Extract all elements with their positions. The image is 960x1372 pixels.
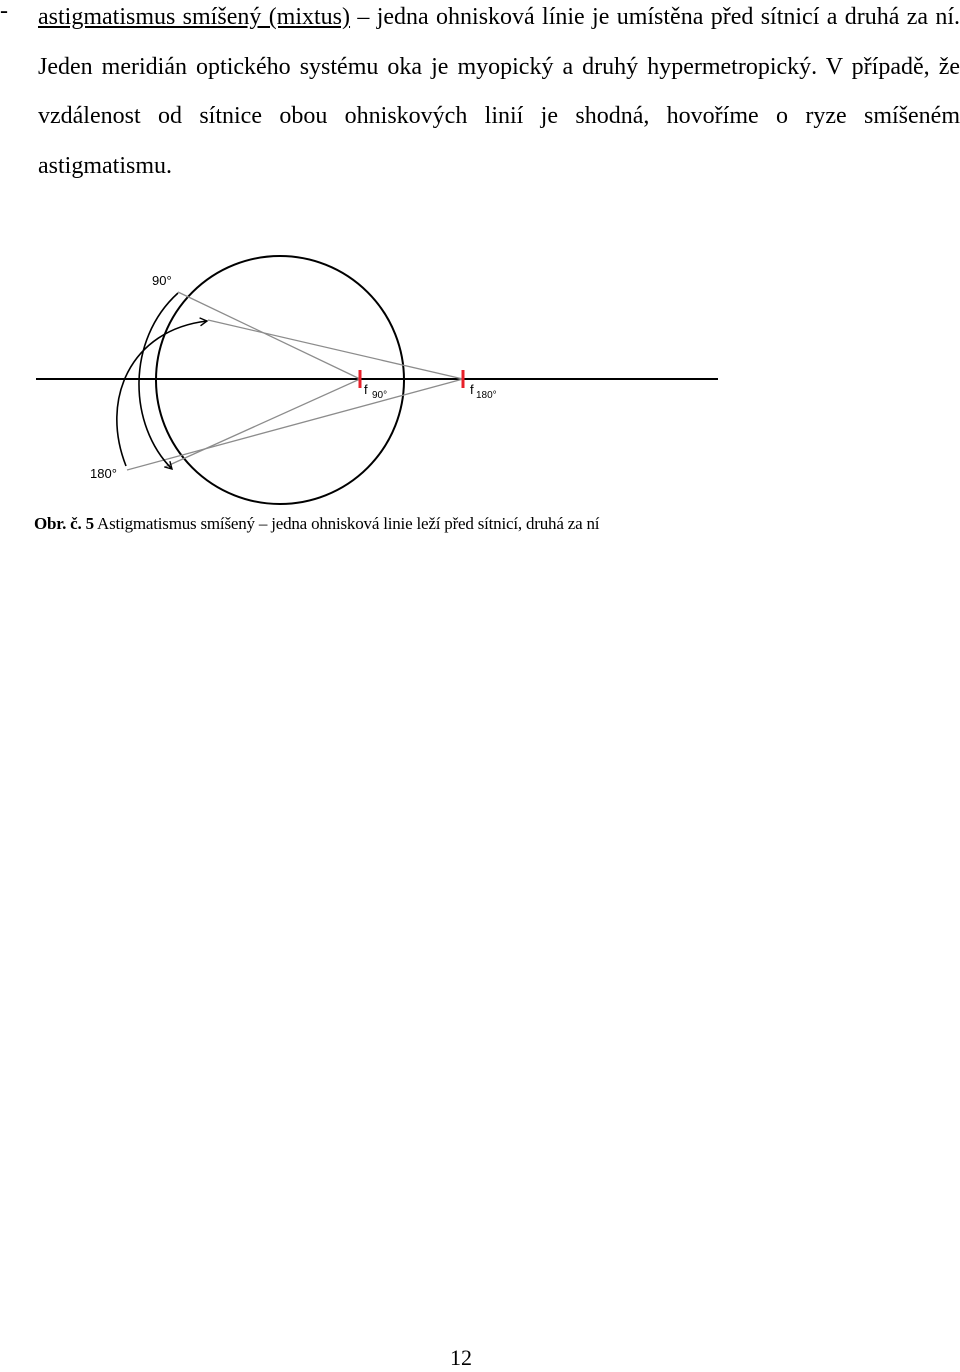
f90-label: f bbox=[364, 382, 368, 397]
paragraph-body: – jedna ohnisková línie je umístěna před sítnicí a druhá za ní. Jeden meridián optického systému oka je myopický a druhý hypermetropický. V případě, že vzdálenost od sítnice obou ohniskových linií je shodná, hovoříme o ryze smíšeném astigmatismu. bbox=[38, 4, 960, 179]
astigmatism-figure bbox=[0, 240, 760, 520]
f180-label: f bbox=[470, 382, 474, 397]
ray-lines bbox=[127, 292, 463, 470]
caption-label: Obr. č. 5 bbox=[34, 514, 94, 533]
page-number: 12 bbox=[450, 1345, 472, 1370]
paragraph-text bbox=[38, 0, 960, 191]
f180-subscript: 180° bbox=[476, 390, 497, 401]
ray-90-lower bbox=[165, 379, 360, 467]
term-underlined: astigmatismus smíšený (mixtus) bbox=[38, 4, 351, 30]
list-bullet: - bbox=[0, 0, 8, 24]
f90-subscript: 90° bbox=[372, 390, 388, 401]
ray-180-upper bbox=[208, 320, 463, 379]
ray-90-upper bbox=[178, 292, 360, 379]
astigmatism-diagram bbox=[0, 240, 760, 520]
label-180: 180° bbox=[90, 466, 117, 481]
label-90: 90° bbox=[152, 273, 172, 288]
caption-text: Astigmatismus smíšený – jedna ohnisková linie leží před sítnicí, druhá za ní bbox=[93, 514, 600, 533]
ray-180-lower bbox=[127, 379, 463, 470]
figure-caption bbox=[34, 510, 599, 538]
